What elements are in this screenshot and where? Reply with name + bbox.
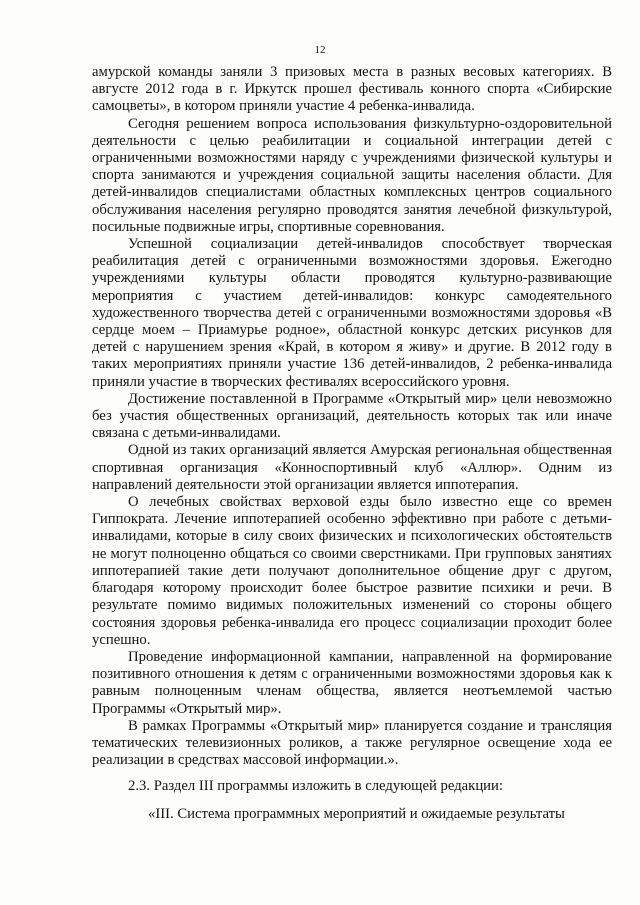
body-text (92, 64, 612, 823)
paragraph: Достижение поставленной в Программе «Открытый мир» цели невозможно без участия общественных организаций, деятельность которых так или иначе связана с детьми-инвалидами. (92, 390, 612, 442)
paragraph: Одной из таких организаций является Амурская региональная общественная спортивная организация «Конноспортивный клуб «Аллюр». Одним из направлений деятельности этой организации является иппотерапия. (92, 442, 612, 493)
paragraph: Проведение информационной кампании, направленной на формирование позитивного отношения к детям с ограниченными возможностями здоровья как к равным полноценным членам общества, является неотъемлемой частью Программы «Открытый мир». (92, 648, 612, 717)
paragraph: Успешной социализации детей-инвалидов способствует творческая реабилитация детей с ограниченными возможностями здоровья. Ежегодно учреждениями культуры области проводятся культурно-развивающие мероприятия с участием детей-инвалидов: конкурс самодеятельного художественного творчества детей с ограниченными возможностями здоровья «В сердце моем – Приамурье родное», областной конкурс детских рисунков для детей с нарушением зрения «Край, в котором я живу» и другие. В 2012 году в таких мероприятиях приняли участие 136 детей-инвалидов, 2 ребенка-инвалида приняли участие в творческих фестивалях всероссийского уровня. (92, 236, 612, 390)
paragraph: Сегодня решением вопроса использования физкультурно-оздоровительной деятельности с целью реабилитации и социальной интеграции детей с ограниченными возможностями наряду с учреждениями физической культуры и спорта занимаются и учреждения социальной защиты населения области. Для детей-инвалидов специалистами областных комплексных центров социального обслуживания населения регулярно проводятся занятия лечебной физкультурой, посильные подвижные игры, спортивные соревнования. (92, 115, 612, 235)
paragraph: О лечебных свойствах верховой езды было известно еще со времен Гиппократа. Лечение иппотерапией особенно эффективно при работе с детьми-инвалидами, которые в силу своих физических и психологических обстоятельств не могут полноценно общаться со своими сверстниками. При групповых занятиях иппотерапией такие дети получают дополнительное общение друг с другом, благодаря которому происходит более быстрое развитие психики и речи. В результате помимо видимых положительных изменений со стороны общего состояния здоровья ребенка-инвалида его процесс социализации проходит более успешно. (92, 494, 612, 648)
paragraph: В рамках Программы «Открытый мир» планируется создание и трансляция тематических телевизионных роликов, а также регулярное освещение хода ее реализации в средствах массовой информации.». (92, 717, 612, 769)
section-title: «III. Система программных мероприятий и ожидаемые результаты (148, 805, 565, 822)
section-instruction: 2.3. Раздел III программы изложить в следующей редакции: (128, 778, 503, 795)
paragraph: амурской команды заняли 3 призовых места в разных весовых категориях. В августе 2012 года в г. Иркутск прошел фестиваль конного спорта «Сибирские самоцветы», в котором приняли участие 4 ребенка-инвалида. (92, 64, 612, 115)
page-number: 12 (314, 44, 326, 56)
